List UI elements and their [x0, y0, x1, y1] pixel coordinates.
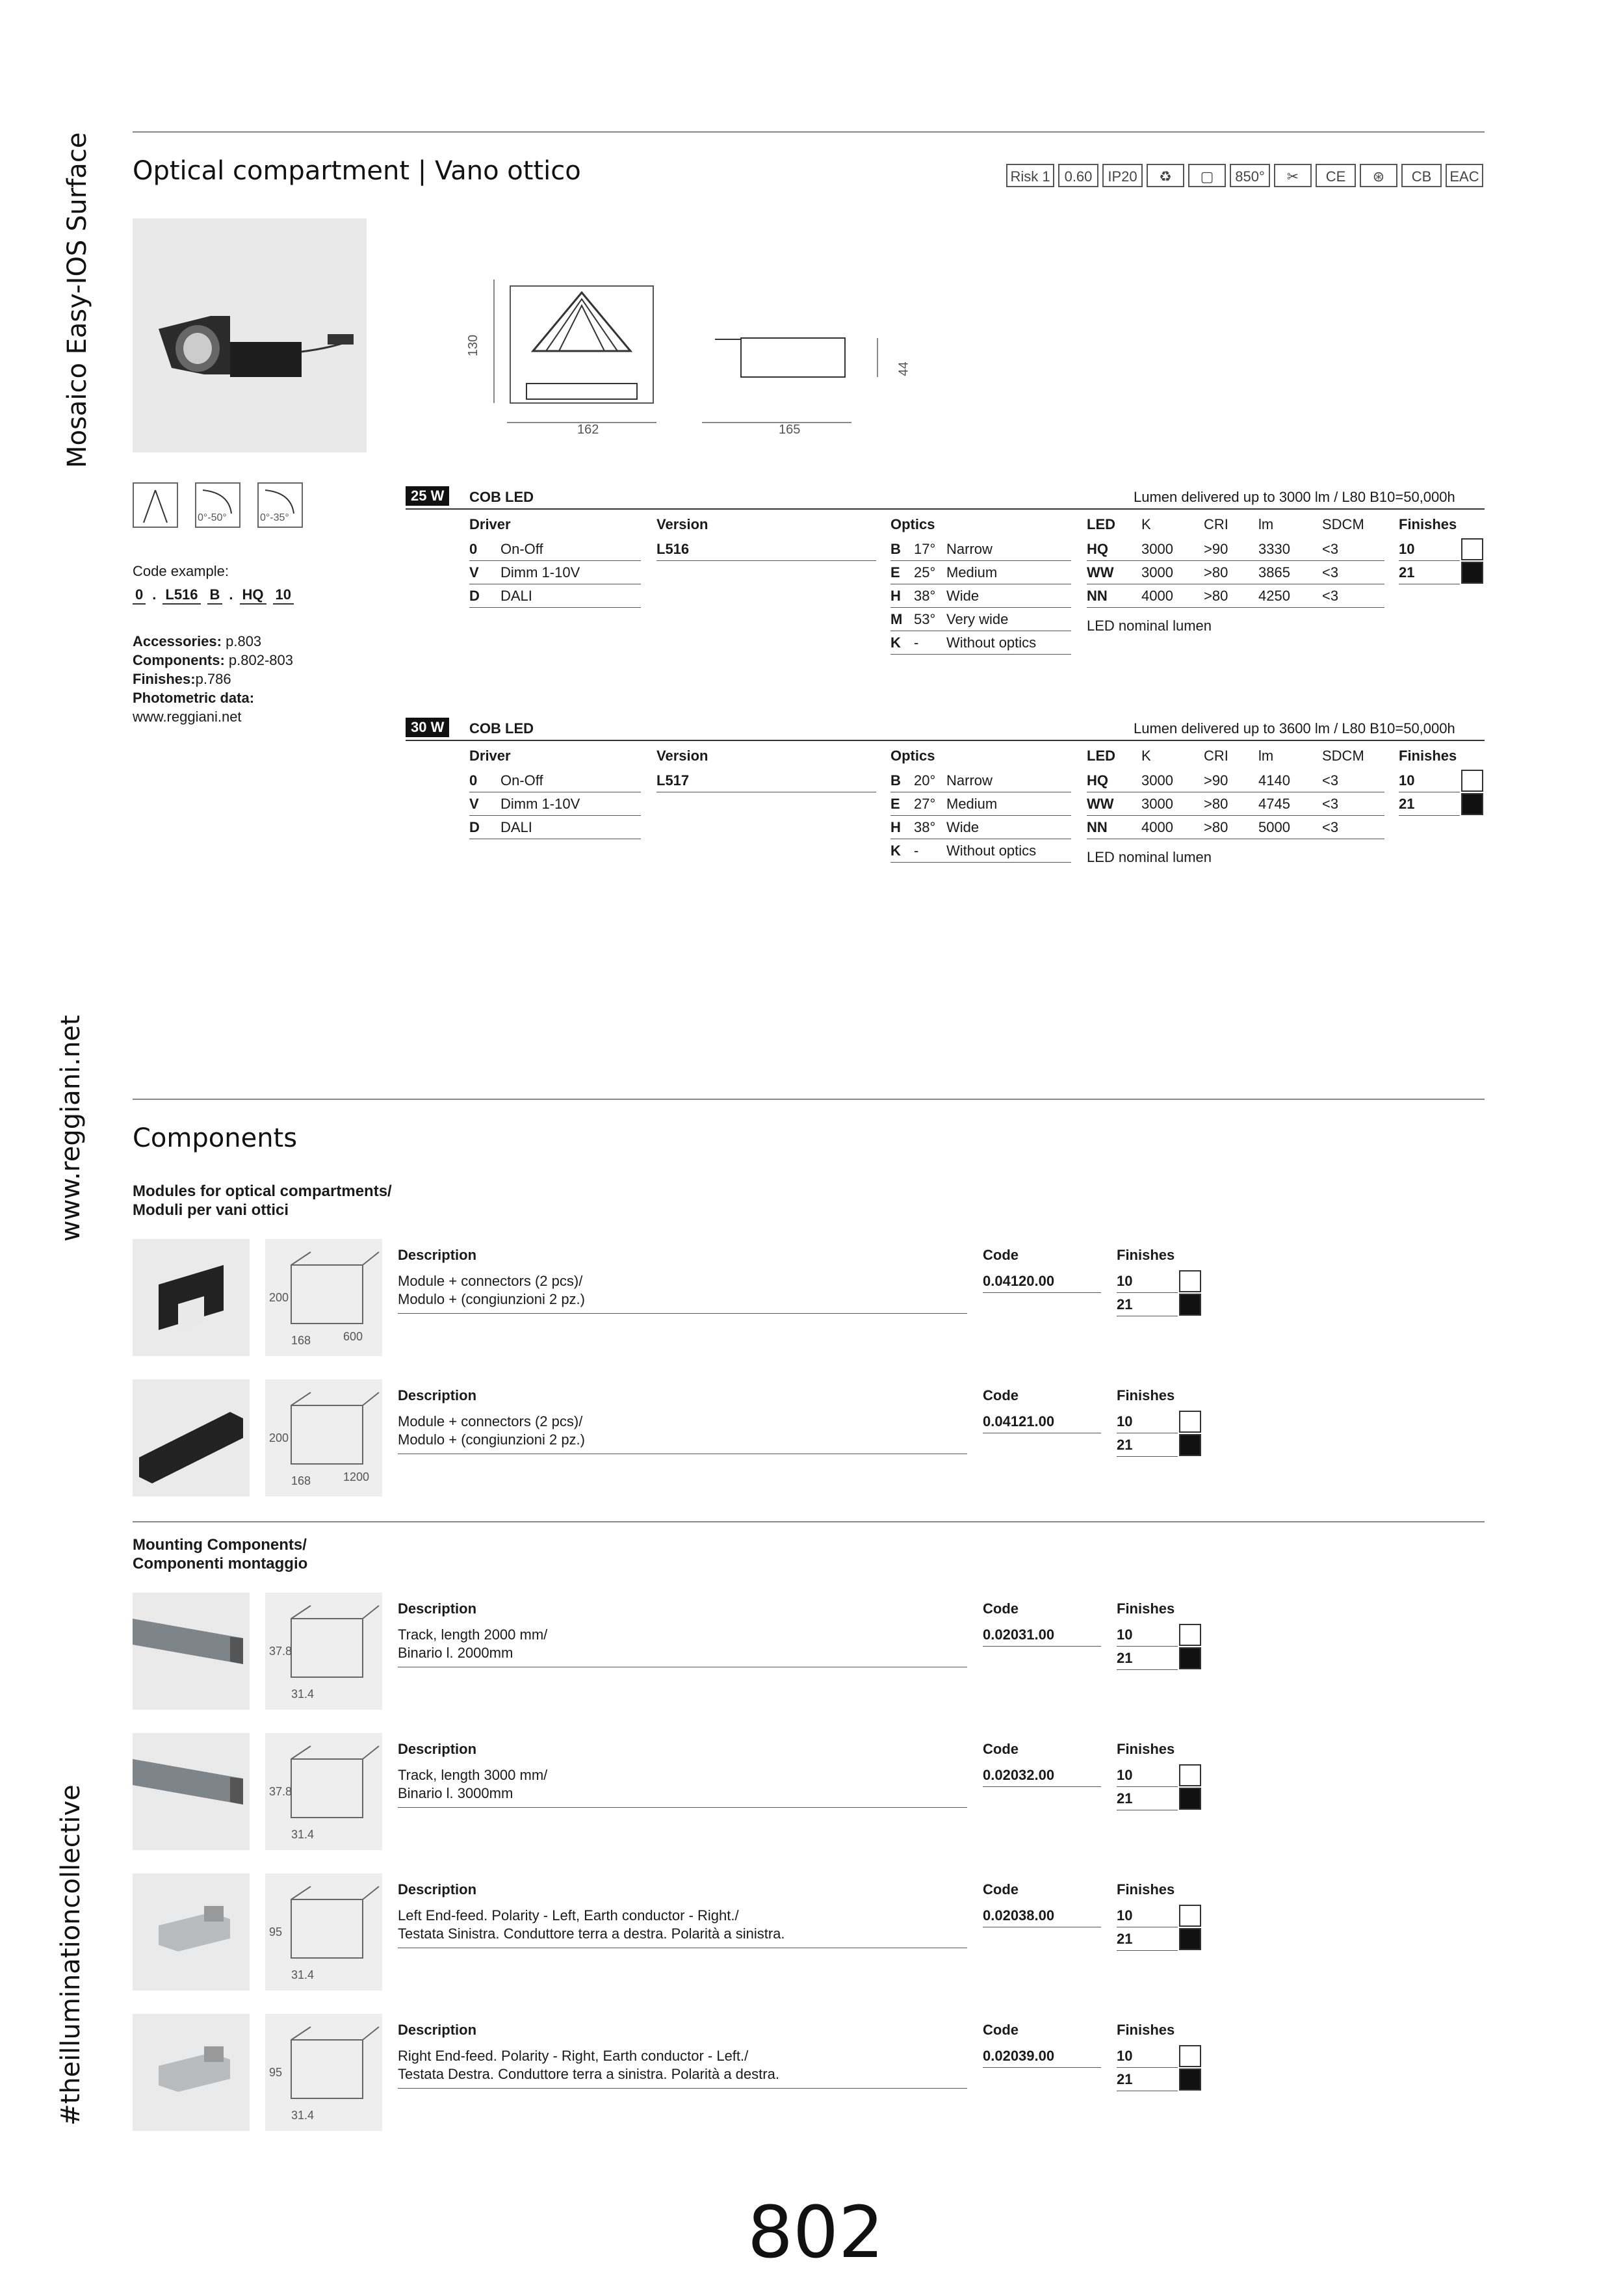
led-lm: 3330: [1258, 541, 1290, 557]
components-title: Components: [133, 1123, 298, 1153]
component-dim: 200: [269, 1431, 289, 1444]
col-finishes: Finishes: [1399, 516, 1457, 532]
code-header: Code: [983, 1600, 1019, 1617]
side-website: www.reggiani.net: [56, 1015, 86, 1242]
component-dim: 95: [269, 2066, 283, 2079]
page-title: Optical compartment | Vano ottico: [133, 156, 581, 186]
table-top-line: [406, 508, 1485, 510]
optic-angle: 38°: [914, 819, 936, 835]
desc-line-1: Module + connectors (2 pcs)/: [398, 1413, 583, 1429]
component-drawing: [265, 1379, 382, 1496]
led-lm: 4745: [1258, 796, 1290, 812]
finishes-header: Finishes: [1117, 1247, 1175, 1263]
led-code: HQ: [1087, 772, 1108, 789]
component-code: 0.02039.00: [983, 2048, 1055, 2064]
led-code: WW: [1087, 564, 1114, 581]
cert-icon: IP20: [1102, 164, 1143, 187]
driver-name: Dimm 1-10V: [500, 564, 580, 581]
code-header: Code: [983, 1741, 1019, 1757]
led-sdcm: <3: [1322, 564, 1339, 581]
finish-swatch: [1461, 770, 1483, 792]
finish-swatch: [1179, 1270, 1201, 1292]
desc-line-1: Module + connectors (2 pcs)/: [398, 1273, 583, 1289]
component-drawing: [265, 1733, 382, 1850]
row-line: [469, 815, 641, 816]
driver-code: D: [469, 819, 480, 835]
component-dim: 1200: [343, 1470, 370, 1483]
desc-line-2: Modulo + (congiunzioni 2 pz.): [398, 1291, 585, 1307]
optic-angle: 17°: [914, 541, 936, 557]
optic-name: Narrow: [946, 541, 993, 557]
component-photo: [133, 1733, 250, 1850]
components-divider: [133, 1099, 1485, 1100]
component-code: 0.02032.00: [983, 1767, 1055, 1783]
finish-code: 10: [1117, 1767, 1133, 1783]
row-line: [890, 654, 1071, 655]
col-version: Version: [656, 748, 708, 764]
lumen-info: Lumen delivered up to 3000 lm / L80 B10=50,000h: [1134, 489, 1455, 505]
angle-label-1: 0°-50°: [198, 512, 227, 523]
driver-name: Dimm 1-10V: [500, 796, 580, 812]
row-line: [469, 607, 641, 608]
finish-code: 21: [1117, 1296, 1133, 1312]
code-sep: .: [152, 586, 157, 603]
component-code: 0.02038.00: [983, 1907, 1055, 1924]
references: [133, 632, 293, 726]
cert-icon: Risk 1: [1006, 164, 1054, 187]
power-badge: 25 W: [406, 486, 449, 506]
code-header: Code: [983, 1881, 1019, 1898]
finish-swatch: [1179, 1647, 1201, 1669]
optic-name: Very wide: [946, 611, 1009, 627]
optic-name: Medium: [946, 564, 998, 581]
finish-code: 10: [1399, 541, 1415, 557]
col-finishes: Finishes: [1399, 748, 1457, 764]
code-part: B: [207, 586, 223, 605]
cert-strip: [1006, 164, 1487, 190]
component-photo: [133, 1239, 250, 1356]
optic-name: Narrow: [946, 772, 993, 789]
led-type: COB LED: [469, 489, 534, 505]
optic-code: H: [890, 588, 901, 604]
finishes-header: Finishes: [1117, 1600, 1175, 1617]
code-underline: [983, 1646, 1101, 1647]
finish-swatch: [1179, 1788, 1201, 1810]
led-k: 4000: [1141, 819, 1173, 835]
finish-swatch: [1461, 562, 1483, 584]
finish-swatch: [1179, 1905, 1201, 1927]
finish-code: 21: [1117, 1790, 1133, 1807]
optic-code: B: [890, 772, 901, 789]
code-header: Code: [983, 1387, 1019, 1403]
desc-line-1: Track, length 2000 mm/: [398, 1626, 548, 1643]
code-underline: [983, 2067, 1101, 2068]
code-sep: .: [229, 586, 233, 603]
optic-name: Without optics: [946, 842, 1037, 859]
led-k: 3000: [1141, 772, 1173, 789]
finish-code: 21: [1399, 564, 1415, 581]
finish-swatch: [1461, 538, 1483, 560]
desc-header: Description: [398, 1387, 477, 1403]
code-underline: [983, 1292, 1101, 1293]
optic-angle: -: [914, 634, 919, 651]
optic-code: B: [890, 541, 901, 557]
code-part: 10: [273, 586, 294, 605]
optic-name: Medium: [946, 796, 998, 812]
row-line: [1399, 815, 1460, 816]
tilt-icon-2: [257, 482, 303, 528]
desc-line-2: Modulo + (congiunzioni 2 pz.): [398, 1431, 585, 1448]
component-dim: 37.8: [269, 1785, 292, 1798]
row-line: [1117, 1669, 1178, 1670]
led-code: WW: [1087, 796, 1114, 812]
component-dim: 31.4: [291, 1828, 315, 1841]
finish-swatch: [1461, 793, 1483, 815]
led-note: LED nominal lumen: [1087, 849, 1212, 865]
component-dim: 168: [291, 1474, 311, 1487]
led-cri: >80: [1204, 796, 1228, 812]
led-k: 4000: [1141, 588, 1173, 604]
finish-swatch: [1179, 1434, 1201, 1456]
driver-code: D: [469, 588, 480, 604]
led-cri: >90: [1204, 541, 1228, 557]
led-lm: 4140: [1258, 772, 1290, 789]
code-example-label: Code example:: [133, 563, 229, 579]
desc-header: Description: [398, 1247, 477, 1263]
led-code: NN: [1087, 819, 1108, 835]
led-sdcm: <3: [1322, 796, 1339, 812]
power-badge: 30 W: [406, 718, 449, 737]
led-type: COB LED: [469, 720, 534, 737]
col-cri: CRI: [1204, 748, 1228, 764]
product-photo: [133, 218, 367, 452]
component-drawing: [265, 1873, 382, 1990]
row-line: [1087, 815, 1384, 816]
accessories-value: p.803: [226, 633, 262, 649]
optic-angle: -: [914, 842, 919, 859]
optic-code: E: [890, 796, 900, 812]
desc-line-1: Track, length 3000 mm/: [398, 1767, 548, 1783]
optic-angle: 25°: [914, 564, 936, 581]
code-part: HQ: [240, 586, 266, 605]
component-code: 0.02031.00: [983, 1626, 1055, 1643]
desc-line-2: Binario l. 3000mm: [398, 1785, 513, 1801]
finish-code: 21: [1117, 2071, 1133, 2087]
led-code: NN: [1087, 588, 1108, 604]
top-divider: [133, 131, 1485, 133]
beam-icon: [133, 482, 178, 528]
tilt-icon-1: [195, 482, 240, 528]
led-k: 3000: [1141, 541, 1173, 557]
side-hashtag: #theilluminationcollective: [56, 1784, 86, 2126]
cert-icon: EAC: [1446, 164, 1483, 187]
row-line: [1087, 607, 1384, 608]
component-drawing: [265, 1593, 382, 1710]
finish-code: 21: [1117, 1650, 1133, 1666]
led-code: HQ: [1087, 541, 1108, 557]
row-line: [1117, 1456, 1178, 1457]
driver-name: On-Off: [500, 541, 543, 557]
component-dim: 95: [269, 1925, 283, 1938]
col-cri: CRI: [1204, 516, 1228, 532]
finish-code: 21: [1117, 1931, 1133, 1947]
cert-icon: 850°: [1230, 164, 1270, 187]
code-part: 0: [133, 586, 146, 605]
finish-swatch: [1179, 1624, 1201, 1646]
optic-angle: 53°: [914, 611, 936, 627]
code-header: Code: [983, 2022, 1019, 2038]
table-top-line: [406, 740, 1485, 741]
code-part: L516: [162, 586, 200, 605]
col-driver: Driver: [469, 516, 511, 532]
col-optics: Optics: [890, 516, 935, 532]
code-example: [133, 586, 294, 605]
col-optics: Optics: [890, 748, 935, 764]
version-code: L517: [656, 772, 690, 789]
col-led: LED: [1087, 748, 1115, 764]
mounting-divider: [133, 1521, 1485, 1522]
led-note: LED nominal lumen: [1087, 618, 1212, 634]
finish-code: 10: [1117, 1626, 1133, 1643]
code-underline: [983, 1786, 1101, 1787]
cert-icon: ♻: [1147, 164, 1184, 187]
led-sdcm: <3: [1322, 541, 1339, 557]
driver-code: V: [469, 796, 479, 812]
led-k: 3000: [1141, 796, 1173, 812]
driver-name: DALI: [500, 819, 532, 835]
col-lm: lm: [1258, 516, 1274, 532]
dim-height: 130: [466, 334, 481, 357]
led-sdcm: <3: [1322, 588, 1339, 604]
col-version: Version: [656, 516, 708, 532]
driver-code: 0: [469, 772, 478, 789]
optic-code: K: [890, 842, 901, 859]
finishes-header: Finishes: [1117, 1387, 1175, 1403]
group2-title: Mounting Components/ Componenti montaggio: [133, 1536, 308, 1572]
row-line: [1117, 1950, 1178, 1951]
side-product-name: Mosaico Easy-IOS Surface: [62, 132, 92, 468]
component-photo: [133, 1873, 250, 1990]
finishes-label: Finishes:: [133, 671, 196, 687]
version-code: L516: [656, 541, 690, 557]
driver-name: On-Off: [500, 772, 543, 789]
led-cri: >80: [1204, 819, 1228, 835]
accessories-label: Accessories:: [133, 633, 222, 649]
lumen-info: Lumen delivered up to 3600 lm / L80 B10=50,000h: [1134, 720, 1455, 737]
components-value: p.802-803: [228, 652, 293, 668]
optic-name: Wide: [946, 819, 980, 835]
desc-underline: [398, 2088, 967, 2089]
component-dim: 31.4: [291, 1688, 315, 1701]
col-sdcm: SDCM: [1322, 516, 1364, 532]
cert-icon: ▢: [1188, 164, 1226, 187]
driver-code: 0: [469, 541, 478, 557]
row-line: [890, 607, 1071, 608]
dim-height-2: 44: [896, 361, 911, 376]
finish-swatch: [1179, 1411, 1201, 1433]
col-lm: lm: [1258, 748, 1274, 764]
row-line: [1087, 560, 1384, 561]
optic-code: M: [890, 611, 903, 627]
row-line: [1117, 2067, 1178, 2068]
finish-code: 10: [1117, 1413, 1133, 1429]
component-dim: 37.8: [269, 1645, 292, 1658]
finishes-header: Finishes: [1117, 2022, 1175, 2038]
row-line: [890, 862, 1071, 863]
finish-code: 10: [1117, 1907, 1133, 1924]
led-cri: >80: [1204, 588, 1228, 604]
angle-label-2: 0°-35°: [260, 512, 289, 523]
row-line: [469, 560, 641, 561]
page-number: 802: [747, 2191, 884, 2274]
led-sdcm: <3: [1322, 819, 1339, 835]
component-photo: [133, 2014, 250, 2131]
optic-angle: 27°: [914, 796, 936, 812]
product-image: [133, 218, 367, 452]
finish-swatch: [1179, 2045, 1201, 2067]
component-dim: 31.4: [291, 2109, 315, 2122]
cert-icon: ✂: [1274, 164, 1312, 187]
component-photo: [133, 1379, 250, 1496]
desc-header: Description: [398, 2022, 477, 2038]
dim-width-1: 162: [577, 423, 599, 437]
led-lm: 4250: [1258, 588, 1290, 604]
desc-header: Description: [398, 1600, 477, 1617]
optic-angle: 38°: [914, 588, 936, 604]
desc-underline: [398, 1313, 967, 1314]
finish-swatch: [1179, 1928, 1201, 1950]
cert-icon: CB: [1401, 164, 1442, 187]
optic-code: E: [890, 564, 900, 581]
row-line: [890, 815, 1071, 816]
finishes-header: Finishes: [1117, 1741, 1175, 1757]
desc-line-2: Testata Destra. Conduttore terra a sinistra. Polarità a destra.: [398, 2066, 779, 2082]
led-lm: 5000: [1258, 819, 1290, 835]
component-code: 0.04121.00: [983, 1413, 1055, 1429]
optic-name: Without optics: [946, 634, 1037, 651]
finish-code: 10: [1399, 772, 1415, 789]
cert-icon: 0.60: [1058, 164, 1098, 187]
component-dim: 200: [269, 1291, 289, 1304]
led-sdcm: <3: [1322, 772, 1339, 789]
col-k: K: [1141, 516, 1151, 532]
row-line: [1117, 1292, 1178, 1293]
desc-header: Description: [398, 1741, 477, 1757]
desc-underline: [398, 1807, 967, 1808]
technical-drawing: [455, 247, 923, 481]
led-cri: >90: [1204, 772, 1228, 789]
col-driver: Driver: [469, 748, 511, 764]
finish-swatch: [1179, 1764, 1201, 1786]
row-line: [656, 560, 876, 561]
finishes-header: Finishes: [1117, 1881, 1175, 1898]
desc-line-1: Right End-feed. Polarity - Right, Earth conductor - Left./: [398, 2048, 749, 2064]
led-k: 3000: [1141, 564, 1173, 581]
led-lm: 3865: [1258, 564, 1290, 581]
component-dim: 31.4: [291, 1968, 315, 1981]
desc-line-2: Binario l. 2000mm: [398, 1645, 513, 1661]
cert-icon: CE: [1316, 164, 1356, 187]
component-photo: [133, 1593, 250, 1710]
website-link[interactable]: www.reggiani.net: [133, 709, 242, 725]
row-line: [1117, 1646, 1178, 1647]
col-k: K: [1141, 748, 1151, 764]
photometric-label: Photometric data:: [133, 690, 255, 706]
group1-title: Modules for optical compartments/ Moduli per vani ottici: [133, 1182, 392, 1219]
component-dim: 600: [343, 1330, 363, 1343]
components-label: Components:: [133, 652, 225, 668]
optic-code: H: [890, 819, 901, 835]
row-line: [890, 560, 1071, 561]
component-drawing: [265, 1239, 382, 1356]
row-line: [1399, 560, 1460, 561]
driver-name: DALI: [500, 588, 532, 604]
cert-icon: ⊛: [1360, 164, 1397, 187]
component-drawing: [265, 2014, 382, 2131]
component-dim: 168: [291, 1334, 311, 1347]
finish-swatch: [1179, 1294, 1201, 1316]
finish-code: 21: [1117, 1437, 1133, 1453]
optic-code: K: [890, 634, 901, 651]
row-line: [1117, 1786, 1178, 1787]
driver-code: V: [469, 564, 479, 581]
finish-code: 21: [1399, 796, 1415, 812]
col-sdcm: SDCM: [1322, 748, 1364, 764]
col-led: LED: [1087, 516, 1115, 532]
optic-name: Wide: [946, 588, 980, 604]
led-cri: >80: [1204, 564, 1228, 581]
code-header: Code: [983, 1247, 1019, 1263]
dim-width-2: 165: [779, 423, 801, 437]
finish-code: 10: [1117, 1273, 1133, 1289]
finishes-value: p.786: [195, 671, 231, 687]
finish-swatch: [1179, 2068, 1201, 2091]
desc-line-2: Testata Sinistra. Conduttore terra a destra. Polarità a sinistra.: [398, 1925, 785, 1942]
desc-header: Description: [398, 1881, 477, 1898]
component-code: 0.04120.00: [983, 1273, 1055, 1289]
finish-code: 10: [1117, 2048, 1133, 2064]
desc-line-1: Left End-feed. Polarity - Left, Earth conductor - Right./: [398, 1907, 739, 1924]
optic-angle: 20°: [914, 772, 936, 789]
